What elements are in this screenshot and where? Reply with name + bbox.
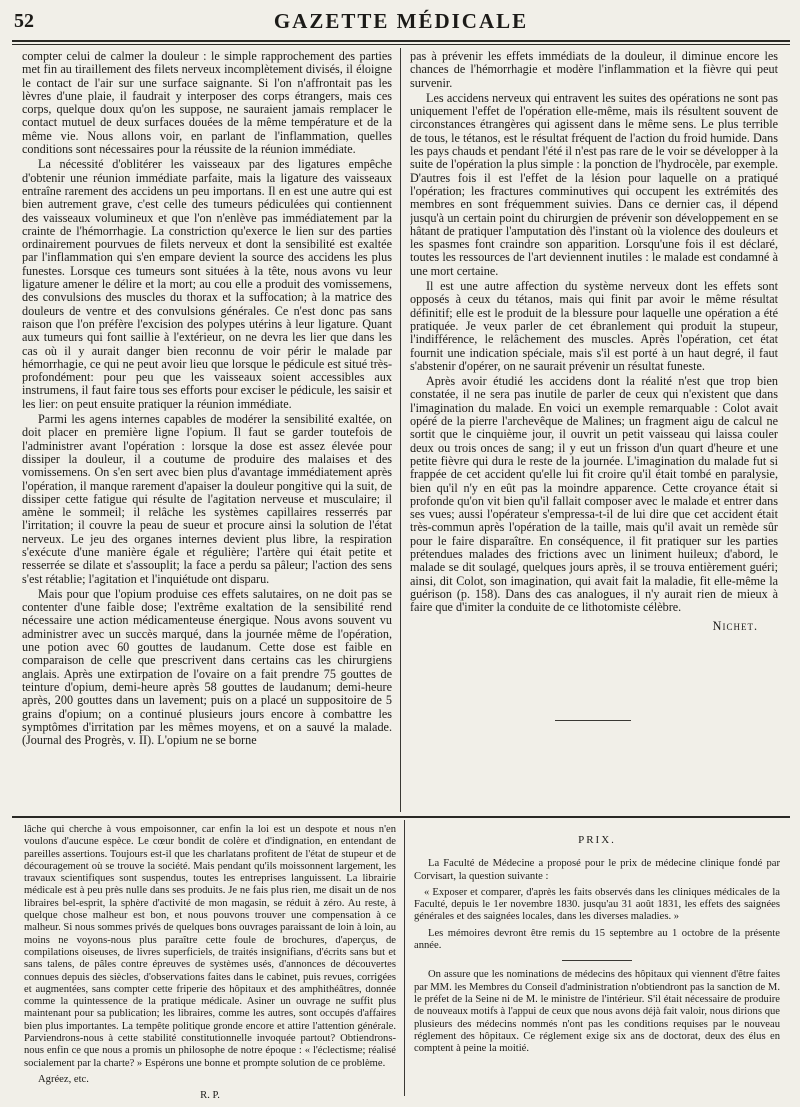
page-header [14, 8, 788, 38]
masthead-title: GAZETTE MÉDICALE [273, 9, 529, 33]
prix-column [414, 824, 780, 1102]
column-divider [400, 48, 401, 812]
separator-rule [562, 960, 632, 961]
feuilleton-divider [404, 820, 405, 1096]
right-column [410, 50, 778, 750]
paragraph: La nécessité d'oblitérer les vaisseaux par des ligatures empêche d'obtenir une réunion immédiate parfaite, mais la ligature des vaisseaux entraîne rarement des accidens un peu importans. Il en est une autre qui est bien autrement grave, c'est celle des tumeurs pédiculées qui contiennent des vaisseaux volumineux et que l'on n'enlève pas immédiatement par la crainte de l'hémorrhagie. La constriction qu'exerce le lien sur des parties ordinairement pourvues de filets nerveux et dont la sensibilité est exaltée par l'inflammation qui s'en empare devient la source des accidens les plus funestes. Lorsque ces tumeurs sont situées à la tête, nous avons vu leur ligature amener le délire et la mort; au cou elle a produit des vomissemens, des convulsions des muscles du thorax et la suffocation; à la matrice des douleurs de ventre et des convulsions générales. Ce n'est donc pas sans raison que l'on préfère l'excision des polypes utérins à leur ligature. Quant aux tumeurs qui font saillie à l'extérieur, on ne devra les lier que dans les cas où il y aurait danger bien reconnu de voir périr le malade par hémorrhagie, ce qui ne peut avoir lieu que lorsque le pédicule est situé très-profondément: pour peu que les vaisseaux soient accessibles aux instrumens, il faut faire tous ses efforts pour exciser le pédicule, les saisir et les lier: on peut ensuite pratiquer la réunion immédiate. [22, 157, 392, 411]
prix-heading: PRIX. [578, 834, 616, 846]
section-end-rule [555, 720, 631, 721]
feuilleton-rule [12, 816, 790, 818]
paragraph: lâche qui cherche à vous empoisonner, car enfin la loi est un despote et nous n'en voulons d'aucune espèce. Le cœur bondit de colère et d'indignation, en entendant de pareilles assertions. Toujours est-il que les charlatans profitent de l'état de stupeur et de découragement où se trouve la société. Mais pendant qu'ils moissonnent largement, les travaux scientifiques sont suspendus, toutes les entreprises languissent. La librairie médicale est à peu près nulle dans ses produits. Je ne fais plus rien, me disait un de nos libraires bel-esprit, la sphère d'activité de mon magasin, se réduit à zéro. Au reste, à quelque chose malheur est bon, et nous pouvons trouver une compensation à ce malheur. Si nous sommes privés de quelques bons ouvrages paraissant de loin à loin, au moins ne voyons-nous plus paraître cette foule de brochures, d'aperçus, de compilations oiseuses, de livres superficiels, de traités insignifians, d'écrits sans but et sans talens, de pâles contre épreuves de systèmes usés, d'annonces de découvertes connues depuis des siècles, d'observations faites dans le cabinet, puis revues, corrigées et augmentées, sans compter cette friperie des hôpitaux et des amphithéâtres, donnée comme la quintessence de la pratique médicale. Asiner un ouvrage ne suffit plus maintenant pour sa publication; les libraires, comme les autres, sont occupés d'affaires bien plus importantes. La tempête politique gronde encore et attire l'attention générale. Parviendrons-nous à cette stabilité constitutionnelle invoquée partout? Obtiendrons-nous enfin ce que nous a promis un philosophe de notre époque : « l'éclectisme; réalisé socialement par la charte? » Espérons une bonne et prompte solution de ce problème. [24, 824, 396, 1069]
paragraph: Mais pour que l'opium produise ces effets salutaires, on ne doit pas se contenter d'une faible dose; l'extrême exaltation de la sensibilité rend nécessaire une action médicamenteuse énergique. Nous avons souvent vu administrer avec un succès marqué, dans la journée même de l'opération, une potion avec 60 gouttes de laudanum. Cette dose est faible en comparaison de celle que prescrivent dans certains cas les chirurgiens anglais. Après une extirpation de l'ovaire on a fait prendre 75 gouttes de teinture d'opium, demi-heure après 58 gouttes de laudanum; demi-heure après, 200 gouttes dans un lavement; puis on a placé un suppositoire de 5 grains d'opium; on a continué plusieurs jours encore à combattre les symptômes d'irritation par les mêmes moyens, et on a sauvé la malade. (Journal des Progrès, v. II). L'opium ne se borne [22, 586, 392, 748]
feuilleton-column [24, 824, 396, 1102]
closing-line: Agréez, etc. [38, 1073, 89, 1085]
prix-deadline: Les mémoires devront être remis du 15 septembre au 1 octobre de la présente année. [414, 927, 780, 952]
paragraph: compter celui de calmer la douleur : le simple rapprochement des parties met fin au tiraillement des filets nerveux incomplètement divisés, il éloigne le contact de l'air sur une surface saignante. Si l'on n'affrontait pas les lèvres d'une plaie, il faudrait y interposer des corps étrangers, mais ces corps, quelque doux qu'on les suppose, ne sauraient jamais remplacer le contact mutuel de deux surfaces douées de la même température et de la même vie. Nous allons voir, en parlant de l'inflammation, quelles conditions sont nécessaires pour la réussite de la réunion immédiate. [22, 50, 392, 157]
paragraph: Les accidens nerveux qui entravent les suites des opérations ne sont pas uniquement l'effet de l'opération elle-même, mais ils résultent souvent de circonstances étrangères qui agissent dans le même sens. Le plus terrible de tous, le tétanos, est le résultat fréquent de l'action du froid humide. Dans les pays chauds et pendant l'été il n'est pas rare de le voir se développer à la suite de l'opération la plus simple : la ponction de l'hydrocèle, par exemple. D'autres fois il est l'effet de la lésion pour laquelle on a pratiqué l'opération; les fractures comminutives qui occupent les extrémités des membres en sont fréquemment suivies. Dans ce dernier cas, il dépend jusqu'à un certain point du chirurgien de prévenir son développement en se hâtant de pratiquer l'amputation dès l'instant où la violence des douleurs et les spasmes font craindre son apparition. Lorsqu'une fois il est déclaré, toutes les ressources de l'art deviennent inutiles : le malade est condamné à une mort certaine. [410, 90, 778, 278]
prix-question: « Exposer et comparer, d'après les faits observés dans les cliniques médicales de la Faculté, depuis le 1er novembre 1830. jusqu'au 31 août 1831, les effets des saignées générales et des saignées locales, dans les diverses maladies. » [414, 886, 780, 923]
left-column [22, 50, 392, 810]
paragraph: Après avoir étudié les accidens dont la réalité n'est que trop bien constatée, il ne sera pas inutile de parler de ceux qui n'existent que dans l'imagination du malade. En voici un exemple remarquable : Colot avait opéré de la pierre l'archevêque de Malines; un fragment aigu de calcul ne sortit que le cinquième jour, il ouvrit un petit vaisseau qui laissa couler deux ou trois onces de sang; il y eut un frisson d'un quart d'heure et une petite fièvre qui dura le reste de la journée. L'imagination du malade fut si frappée de cet accident qu'elle lui fit croire qu'il était tombé en paralysie, bien qu'il n'y en eût pas la moindre apparence. Cette croyance était si profonde qu'on vit bien qu'il fallait composer avec le malade et entrer dans ses vues; aussi l'opérateur s'empressa-t-il de lui dire que cet accident était très-commun après l'opération de la taille, mais qu'il avait un remède sûr pour le faire disparaître. En conséquence, il fit pratiquer sur les parties prétendues malades des frictions avec un liniment huileux; d'abord, le malade se dit soulagé, quelques jours après, il se trouva entièrement guéri; ainsi, dit Colot, son imagination, qui avait fait la maladie, fit elle-même la guérison (p. 158). Dans des cas analogues, il n'y aurait rien de mieux à faire que d'imiter la conduite de ce lithotomiste célèbre. [410, 374, 778, 615]
paragraph: Parmi les agens internes capables de modérer la sensibilité exaltée, on doit placer en première ligne l'opium. Il faut se garder toutefois de l'administrer avant l'opération : lorsque la dose est assez élevée pour dissiper la douleur, il a coutume de produire des malaises et des vomissemens. On s'en sert avec bien plus d'avantage immédiatement après l'opération, il manque rarement d'apaiser la douleur pongitive qui la suit, de dissiper cette fatigue qui résulte de l'agitation nerveuse et musculaire; il amène le sommeil; il relâche les systèmes capillaires resserrés par l'irritation; il couvre la peau de sueur et procure ainsi la solution de l'état nerveux. Le jeu des organes internes devient plus libre, la respiration s'exécute d'une manière égale et régulière; l'artère qui était petite et resserrée se dilate et s'assouplit; la face a perdu sa pâleur; l'action des sens s'est rétablie; l'agitation et l'inquiétude ont disparu. [22, 412, 392, 586]
paragraph: pas à prévenir les effets immédiats de la douleur, il diminue encore les chances de l'hémorrhagie et modère l'inflammation et la fièvre qui peut survenir. [410, 50, 778, 90]
prix-intro: La Faculté de Médecine a proposé pour le prix de médecine clinique fondé par Corvisart, la question suivante : [414, 858, 780, 882]
author-signature: Nichet. [712, 619, 758, 634]
feuilleton-signature: R. P. [200, 1090, 220, 1102]
page-number: 52 [14, 10, 34, 32]
header-rule [12, 40, 790, 42]
prix-note: On assure que les nominations de médecins des hôpitaux qui viennent d'être faites par MM. les Membres du Conseil d'administration n'obtiendront pas la sanction de M. le préfet de la Seine ni de M. le ministre de l'intérieur. S'il était nécessaire de produire de nouveaux motifs à l'appui de ceux que nous avons déjà fait valoir, nous dirions que plusieurs des médecins nommés n'ont pas les conditions requises par le nouveau réglement des hôpitaux. Ce réglement exige six ans de doctorat, deux des élus en comptent à peine la moitié. [414, 969, 780, 1055]
header-rule-thin [12, 44, 790, 45]
paragraph: Il est une autre affection du système nerveux dont les effets sont opposés à ceux du tétanos, mais qui finit par avoir le même résultat définitif; elle est le produit de la blessure pour laquelle une opération a été pratiquée. Je veux parler de cet ébranlement qui produit la stupeur, l'indifférence, le relâchement des muscles. Après l'opération, cet état fournit une indication spéciale, mais s'il est porté à un haut degré, il faut s'abstenir d'opérer, on ne saurait prévenir un résultat funeste. [410, 279, 778, 373]
